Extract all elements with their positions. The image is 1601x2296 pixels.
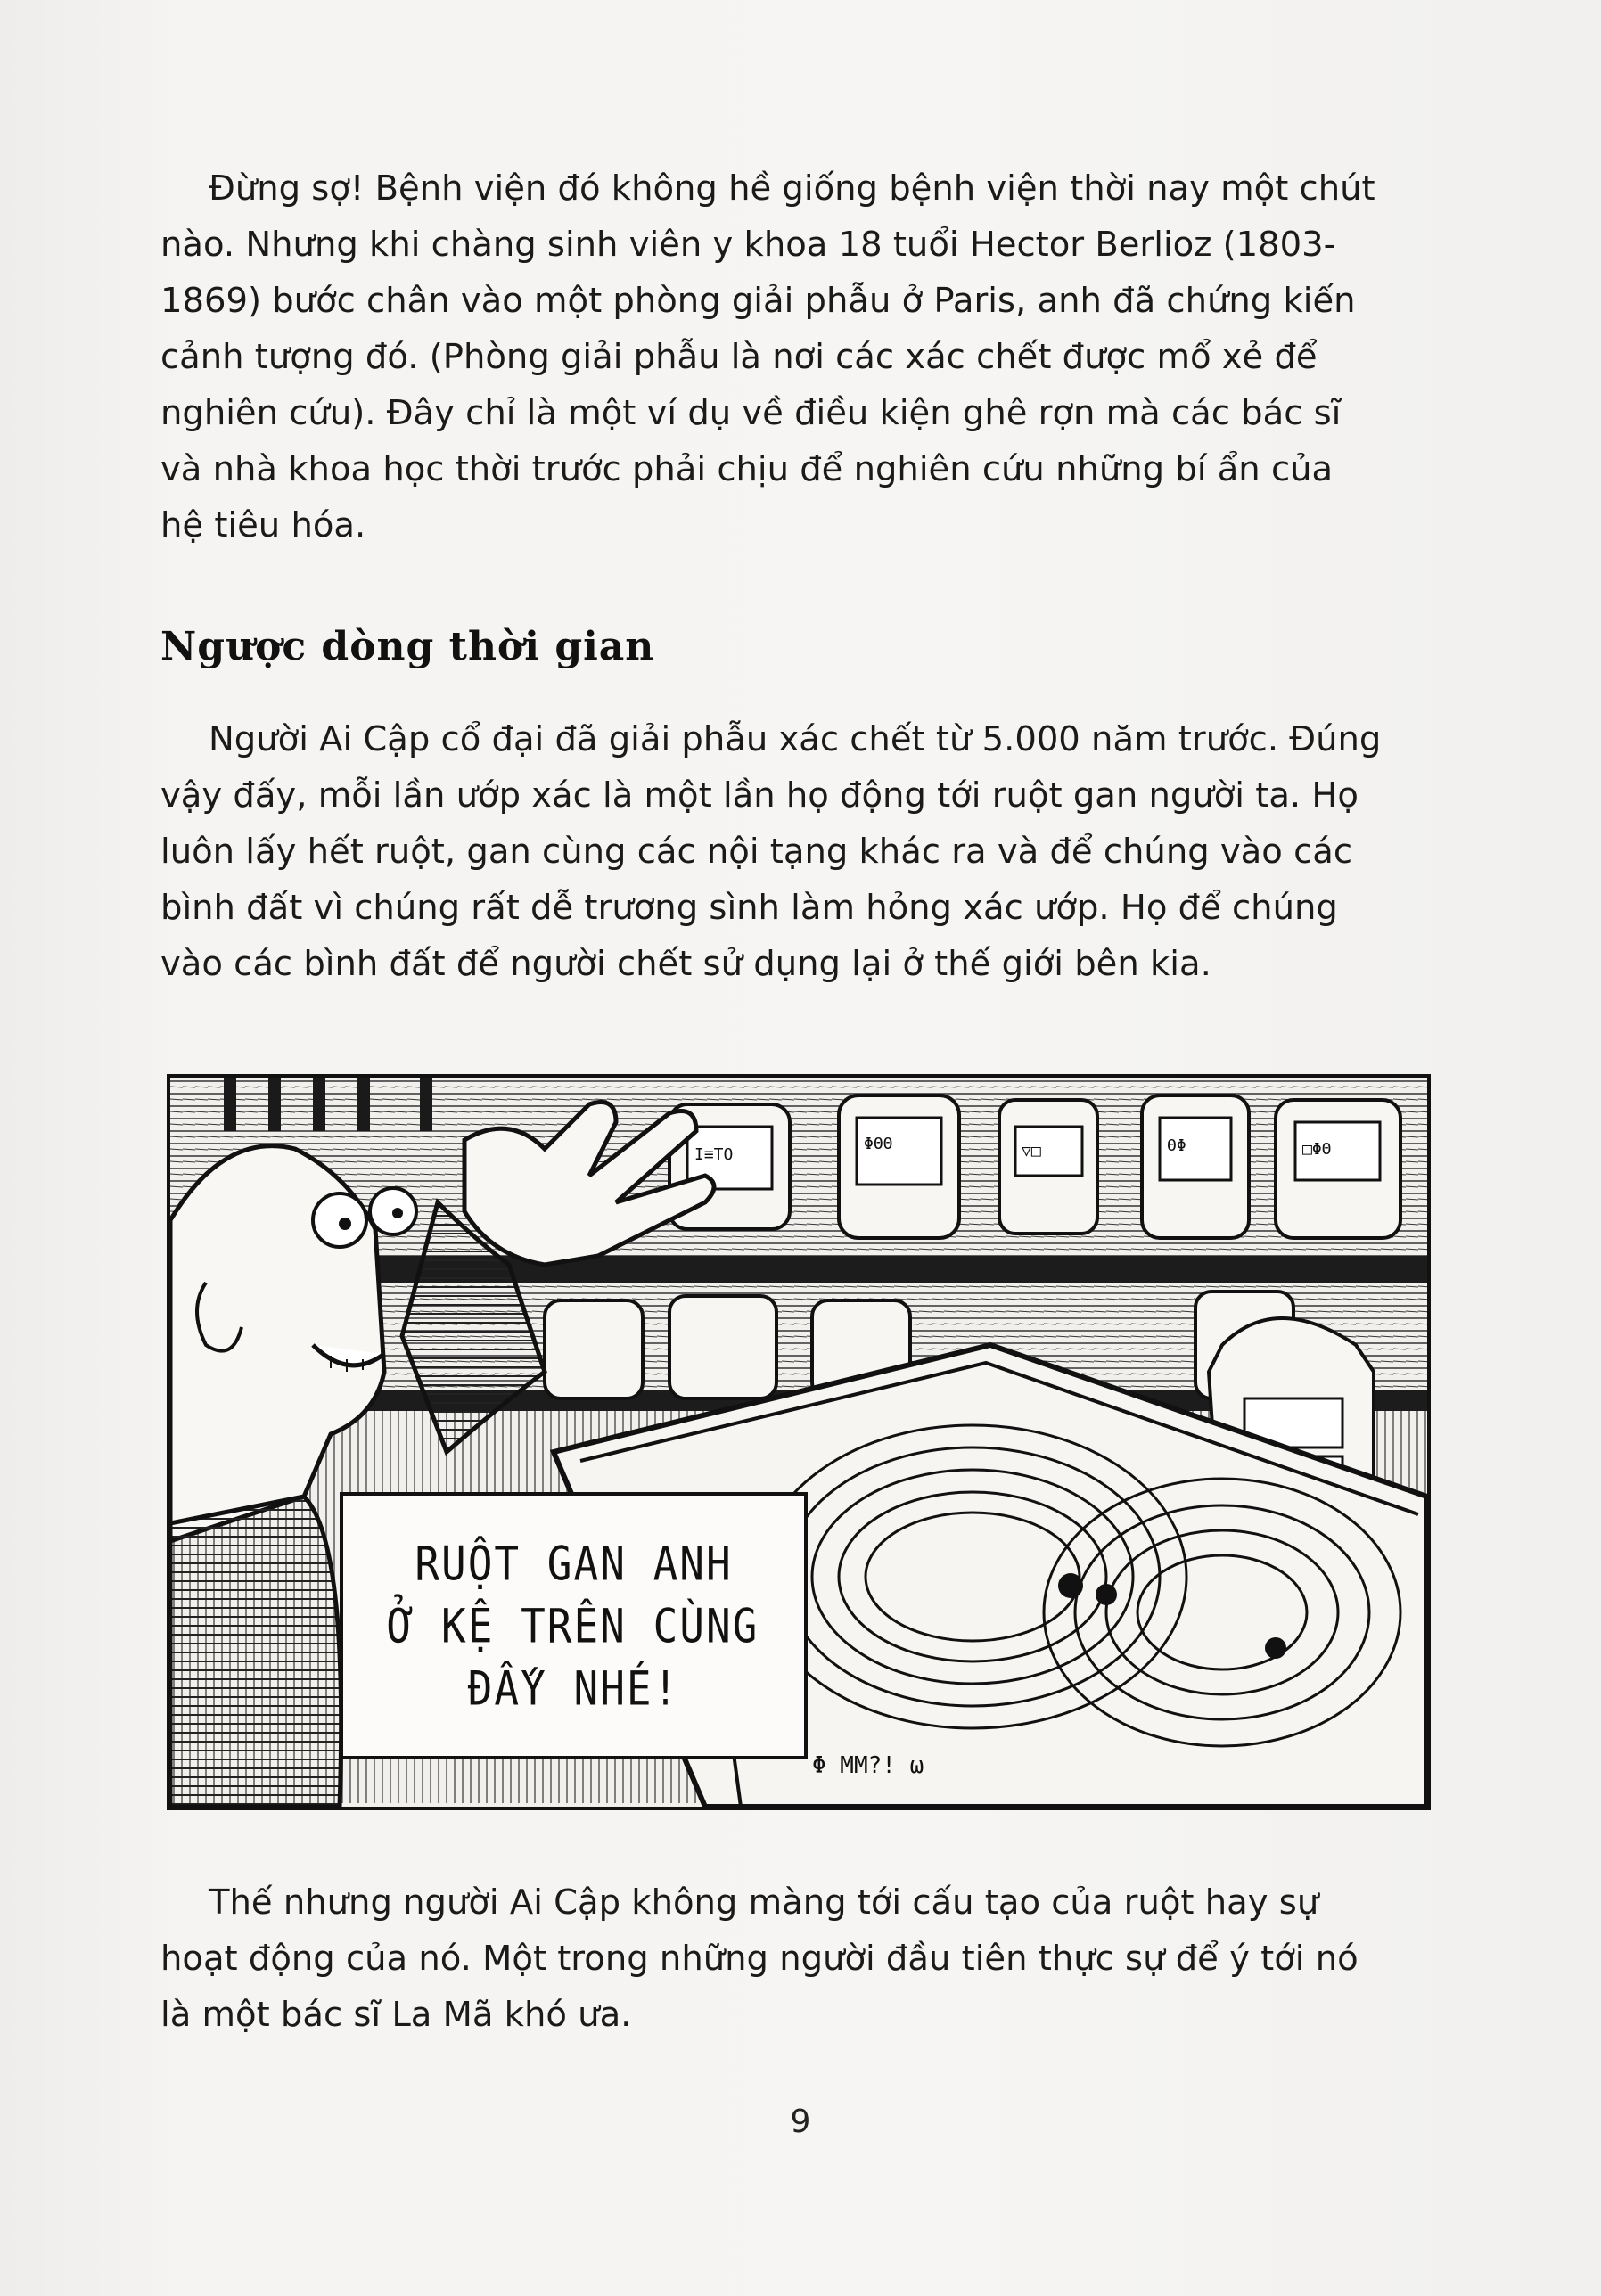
caption-line: Ở KỆ TRÊN CÙNG: [388, 1597, 759, 1654]
paragraph-hospital: [160, 160, 1426, 554]
text-line: cảnh tượng đó. (Phòng giải phẫu là nơi các xác chết được mổ xẻ để: [160, 337, 1318, 377]
text-line: 1869) bước chân vào một phòng giải phẫu ở Paris, anh đã chứng kiến: [160, 281, 1356, 321]
svg-text:ΘΦ: ΘΦ: [1167, 1136, 1186, 1155]
svg-text:Φ MM?! ω: Φ MM?! ω: [812, 1752, 924, 1779]
text-line: nào. Nhưng khi chàng sinh viên y khoa 18 tuổi Hector Berlioz (1803-: [160, 225, 1336, 265]
text-line: vậy đấy, mỗi lần ướp xác là một lần họ động tới ruột gan người ta. Họ: [160, 775, 1359, 816]
text-line: Đừng sợ! Bệnh viện đó không hề giống bệnh viện thời nay một chút: [209, 168, 1375, 209]
text-line: là một bác sĩ La Mã khó ưa.: [160, 1995, 632, 2035]
speech-caption-box: [340, 1492, 808, 1759]
text-line: và nhà khoa học thời trước phải chịu để nghiên cứu những bí ẩn của: [160, 449, 1334, 489]
page-number: 9: [790, 2103, 811, 2140]
svg-text:□ΦΘ: □ΦΘ: [1302, 1140, 1332, 1159]
paragraph-egypt: [160, 711, 1426, 992]
text-line: Thế nhưng người Ai Cập không màng tới cấu tạo của ruột hay sự: [209, 1882, 1319, 1923]
text-line: hoạt động của nó. Một trong những người đầu tiên thực sự để ý tới nó: [160, 1939, 1359, 1979]
text-line: bình đất vì chúng rất dễ trương sình làm hỏng xác ướp. Họ để chúng: [160, 888, 1338, 928]
text-line: luôn lấy hết ruột, gan cùng các nội tạng khác ra và để chúng vào các: [160, 832, 1352, 872]
text-line: hệ tiêu hóa.: [160, 505, 366, 545]
text-line: Người Ai Cập cổ đại đã giải phẫu xác chết từ 5.000 năm trước. Đúng: [209, 719, 1382, 759]
section-heading: Ngược dòng thời gian: [160, 624, 655, 669]
svg-text:▽□: ▽□: [1022, 1142, 1041, 1160]
svg-text:ΦΘΘ: ΦΘΘ: [864, 1135, 893, 1153]
svg-text:I≡TO: I≡TO: [694, 1145, 734, 1164]
cartoon-illustration: [167, 1074, 1431, 1810]
caption-line: ĐẤY NHÉ!: [467, 1660, 680, 1717]
text-line: vào các bình đất để người chết sử dụng lại ở thế giới bên kia.: [160, 944, 1211, 984]
caption-line: RUỘT GAN ANH: [415, 1535, 733, 1592]
paragraph-roman-doctor: [160, 1874, 1426, 2043]
text-line: nghiên cứu). Đây chỉ là một ví dụ về điều kiện ghê rợn mà các bác sĩ: [160, 393, 1342, 433]
